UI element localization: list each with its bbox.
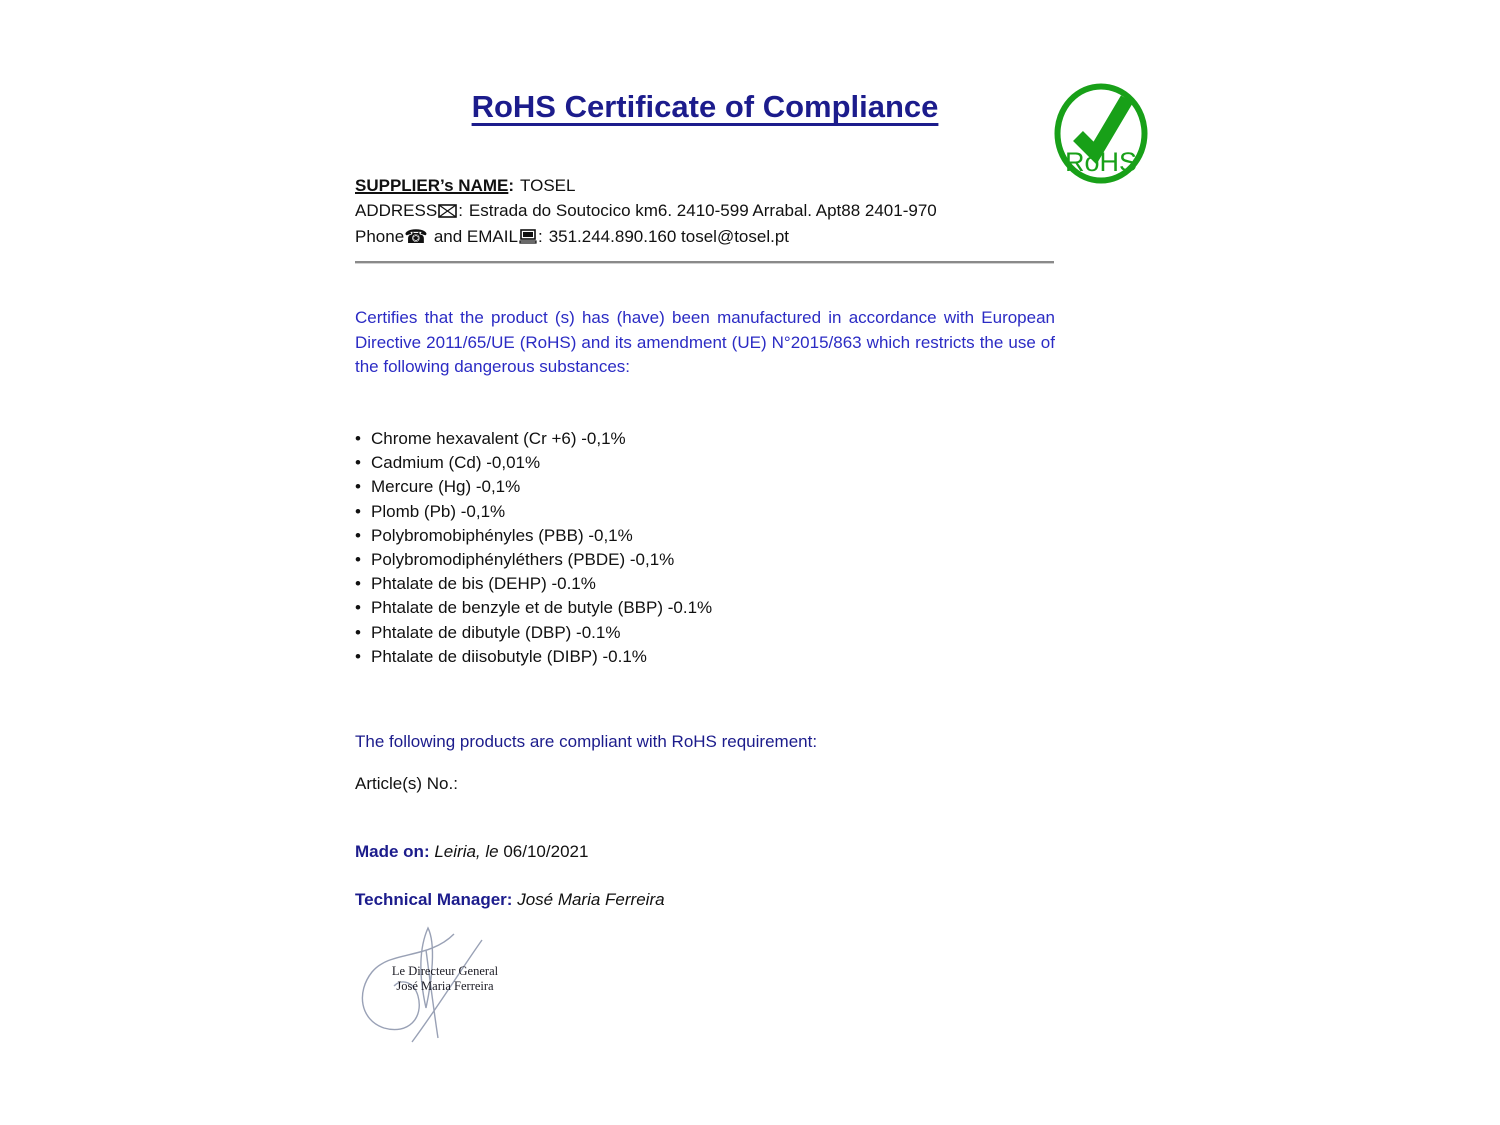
supplier-name-line <box>355 174 1055 199</box>
contact-sep: : <box>537 227 543 246</box>
list-item: • Phtalate de dibutyle (DBP) -0.1% <box>355 621 1055 645</box>
and-email-label: and EMAIL <box>433 227 518 246</box>
signature-name: José Maria Ferreira <box>396 979 494 993</box>
address-label: ADDRESS <box>355 200 438 220</box>
contact-line <box>355 225 1055 252</box>
signature-title: Le Directeur General <box>391 964 499 978</box>
list-item: • Cadmium (Cd) -0,01% <box>355 451 1055 475</box>
articles-label: Article(s) No.: <box>355 774 458 793</box>
phone-label: Phone <box>355 227 405 246</box>
list-item: • Polybromobiphényles (PBB) -0,1% <box>355 524 1055 548</box>
envelope-icon <box>438 201 457 226</box>
phone-icon: ☎ <box>404 226 428 248</box>
address-sep: : <box>458 200 463 220</box>
list-item: • Phtalate de diisobutyle (DIBP) -0.1% <box>355 645 1055 669</box>
signature-block <box>350 920 500 1052</box>
signature-text <box>390 964 500 994</box>
list-item: • Phtalate de benzyle et de butyle (BBP) -0.1% <box>355 596 1055 620</box>
supplier-name-label: SUPPLIER’s NAME <box>355 176 509 195</box>
list-item: • Mercure (Hg) -0,1% <box>355 475 1055 499</box>
substances-list <box>355 427 1055 669</box>
list-item: • Plomb (Pb) -0,1% <box>355 500 1055 524</box>
made-on-place: Leiria, le <box>434 842 499 861</box>
address-line <box>355 199 1055 226</box>
list-item: • Polybromodiphényléthers (PBDE) -0,1% <box>355 548 1055 572</box>
made-on-date: 06/10/2021 <box>503 842 589 861</box>
rohs-logo-graphic <box>1053 82 1149 185</box>
list-item: • Chrome hexavalent (Cr +6) -0,1% <box>355 427 1055 451</box>
address-value: Estrada do Soutocico km6. 2410-599 Arrabal. Apt88 2401-970 <box>468 200 937 220</box>
check-mark-icon <box>1078 99 1127 153</box>
contact-value: 351.244.890.160 tosel@tosel.pt <box>548 227 790 246</box>
logo-label: RoHS <box>1064 147 1138 177</box>
page-title <box>355 86 1055 128</box>
made-on-line <box>355 842 1055 862</box>
computer-icon <box>519 227 537 252</box>
page-title-text: RoHS Certificate of Compliance <box>471 89 939 124</box>
technical-manager-line <box>355 890 1055 910</box>
technical-manager-name: José Maria Ferreira <box>517 890 665 909</box>
supplier-block <box>355 174 1055 252</box>
technical-manager-label: Technical Manager: <box>355 890 513 909</box>
supplier-name-sep: : <box>508 176 515 195</box>
compliance-statement: The following products are compliant with RoHS requirement: <box>355 732 818 751</box>
list-item: • Phtalate de bis (DEHP) -0.1% <box>355 572 1055 596</box>
section-divider <box>355 261 1054 264</box>
certification-paragraph: Certifies that the product (s) has (have) been manufactured in accordance with European Directive 2011/65/UE (RoHS) and its amendment (UE) N°2015/863 which restricts the use of the following dangerous substances: <box>355 308 1055 377</box>
made-on-label: Made on: <box>355 842 430 861</box>
supplier-name-value: TOSEL <box>520 176 576 195</box>
rohs-logo <box>1053 82 1149 185</box>
